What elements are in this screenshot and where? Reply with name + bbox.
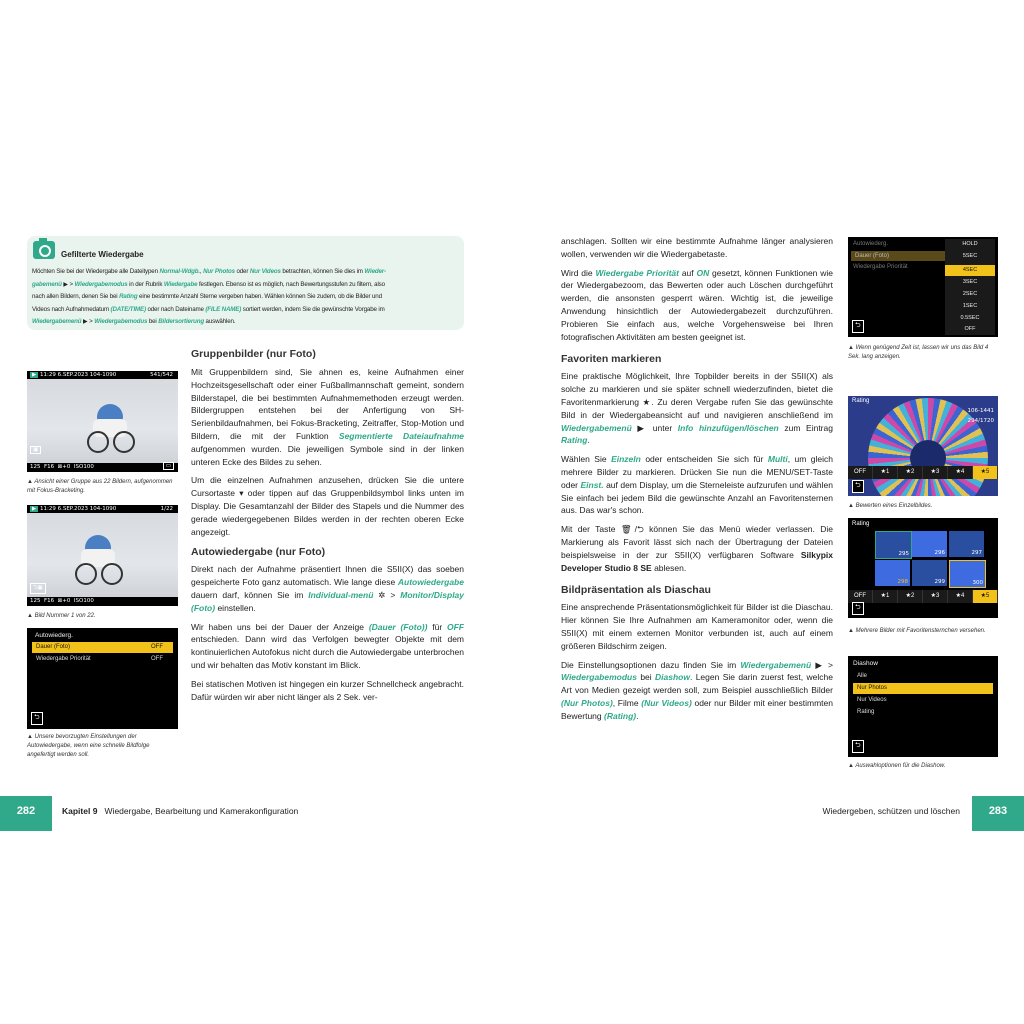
screenshot-single-image: ▶ 11:29 6.SEP.2023 104-1090 1/22 ⮌▣ 125 F16 ⊠+0 ISO100	[27, 505, 178, 606]
screenshot-rating-single: Rating 106-1441 294/1720 OFF ★1 ★2 ★3 ★4 ★5 ⮌	[848, 396, 998, 496]
heading-diaschau: Bildpräsentation als Diaschau	[561, 584, 711, 597]
page-number-left: 282	[0, 796, 52, 831]
caption-2: ▲ Bild Nummer 1 von 22.	[27, 613, 96, 619]
rating-bar[interactable]: OFF ★1 ★2 ★3 ★4 ★5	[848, 466, 998, 479]
caption-5: ▲ Bewerten eines Einzelbildes.	[848, 503, 933, 509]
caption-4: ▲ Wenn genügend Zeit ist, lassen wir uns das Bild 4 Sek. lang anzeigen.	[848, 345, 989, 360]
tip-text: Möchten Sie bei der Wiedergabe alle Dateitypen Normal-Wdgb., Nur Photos oder Nur Videos betrachten, können Sie dies im Wieder- gabemenü ▶ > Wiedergabemodus in der Rubrik Wiedergabe festlegen. Ebenso ist es möglich, nach Bewertungsstufen zu filtern, also nach allen Bildern, denen Sie bei Rating eine bestimmte Anzahl Sterne vergeben haben. Wählen können Sie zudem, ob die Bilder und Videos nach Aufnahmedatum (DATE/TIME) oder nach Dateiname (FILE NAME) sortiert werden, indem Sie die gewünschte Vorgabe im Wiedergabemenü ▶ > Wiedergabemodus bei Bildersortierung auswählen.	[32, 268, 386, 326]
right-column: anschlagen. Sollten wir eine bestimmte Aufnahme länger analysieren wollen, verwenden wir die Wiedergabetaste. Wird die Wiedergabe Priorität auf ON gesetzt, können Funktionen wie der Wiedergabezoom, das Bewerten oder auch Löschen durchgeführt werden, die ansonsten gesperrt wären. Wichtig ist, die jeweilige Anwendung hinsichtlich der Autowiedergabezeit durchzuführen. Probieren Sie einfach aus, welche Vorgehensweise bei Ihren fotografischen Aktivitäten am besten geeignet ist. Favoriten markieren Eine praktische Möglichkeit, Ihre Topbilder bereits in der S5II(X) als solche zu markieren und sie später schnell wiederzufinden, bietet die Favoritenmarkierung ★. Zu deren Vergabe rufen Sie das gewünschte Bild in der Wiedergabeansicht auf und navigieren anschließend im Wiedergabemenü ▶ unter Info hinzufügen/löschen zum Eintrag Rating. Wählen Sie Einzeln oder entscheiden Sie sich für Multi, um gleich mehrere Bilder zu markieren. Drücken Sie nun die MENU/SET-Taste oder Einst. auf dem Display, um die Sterneleiste aufzurufen und wählen Sie einfach bei jedem Bild die gewünschte Anzahl an Favoritensternen aus. Das war's schon. Mit der Taste 🗑/⮌ können Sie das Menü wieder verlassen. Die Markierung als Favorit lässt sich nach der Übertragung der Dateien beispielsweise in der zur S5II(X) verfügbaren Software Silkypix Developer Studio 8 SE ablesen. Bildpräsentation als Diaschau Eine ansprechende Präsentationsmöglichkeit für Bilder ist die Diaschau. Hier können Sie Ihre Aufnahmen am Kameramonitor oder, wenn die S5II(X) mit einem externen Monitor verbunden ist, auch auf einem größeren Bildschirm zeigen. Die Einstellungsoptionen dazu finden Sie im Wiedergabemenü ▶ > Wiedergabemodus bei Diashow. Legen Sie darin zuerst fest, welche Art von Medien gezeigt werden soll, zum Beispiel ausschließlich Bilder (Nur Photos), Filme (Nur Videos) oder nur Bilder mit einer bestimmten Bewertung (Rating).	[561, 236, 834, 721]
screenshot-diashow-menu: Diashow Alle Nur Photos Nur Videos Rating ⮌	[848, 656, 998, 757]
section-title-right: Wiedergeben, schützen und löschen	[822, 806, 960, 816]
photo-figure	[27, 379, 178, 463]
screenshot-autoreview-menu: Autowiederg. Dauer (Foto) OFF Wiedergabe Priorität OFF ⮌	[27, 628, 178, 729]
heading-favoriten: Favoriten markieren	[561, 353, 662, 366]
screenshot-group-view: ▶ 11:29 6.SEP.2023 104-1090 541/542 22 Bilder ▣ 125 F16 ⊠+0 ISO100 ▭	[27, 371, 178, 472]
tip-title: Gefilterte Wiedergabe	[61, 250, 144, 259]
screenshot-duration-menu: Autowiederg. Dauer (Foto) Wiedergabe Priorität HOLD 5SEC 4SEC 3SEC 2SEC 1SEC 0.5SEC OFF ⮌	[848, 237, 998, 337]
screenshot-rating-multi: Rating 295 296 297 298 299 300 OFF ★1 ★2 ★3 ★4 ★5 ⮌	[848, 518, 998, 618]
back-icon: ⮌	[852, 740, 864, 753]
caption-3: ▲ Unsere bevorzugten Einstellungen der Autowiedergabe, wenn eine schnelle Bildfolge angefertigt werden soll.	[27, 734, 150, 758]
back-icon: ⮌	[852, 320, 864, 333]
chapter-label: Kapitel 9 Wiedergabe, Bearbeitung und Kamerakonfiguration	[62, 806, 299, 816]
exif-bar: 125 F16 ⊠+0 ISO100	[30, 464, 94, 470]
back-icon: ⮌	[852, 602, 864, 615]
back-icon: ⮌	[852, 480, 864, 493]
group-icon: ▣	[30, 446, 41, 454]
group-return-icon: ⮌▣	[30, 583, 46, 594]
caption-7: ▲ Auswahloptionen für die Diashow.	[848, 763, 946, 769]
heading-gruppenbilder: Gruppenbilder (nur Foto)	[191, 348, 316, 360]
left-column: Gruppenbilder (nur Foto) Mit Gruppenbildern sind, Sie ahnen es, keine Aufnahmen einer Hochzeitsgesellschaft oder einer Fußballmannschaft gemeint, sondern Bilderstapel, die bei bestimmten Aufnahmemethoden erzeugt werden. Bildergruppen entstehen bei der Anfertigung von SH-Serienbildaufnahmen, bei Fokus-Bracketing, Zeitraffer, Stop-Motion und Bildern, die mit der Funktion Segmentierte Dateiaufnahme aufgenommen wurden. Die jeweiligen Symbole sind in der linken unteren Ecke des Bildes zu sehen. Um die einzelnen Aufnahmen anzusehen, drücken Sie die untere Cursortaste ▾ oder tippen auf das Gruppenbildsymbol links unten im Display. Die Gesamtanzahl der Bilder des Stapels und die Nummer des gerade wiedergegebenen Bildes werden in der rechten oberen Ecke angezeigt. Autowiedergabe (nur Foto) Direkt nach der Aufnahme präsentiert Ihnen die S5II(X) das soeben gespeicherte Foto ganz automatisch. Wie lange diese Autowiedergabe dauern darf, können Sie im Individual-menü ✲ > Monitor/Display (Foto) einstellen. Wir haben uns bei der Dauer der Anzeige (Dauer (Foto)) für OFF entschieden. Dann wird das Verfolgen bewegter Objekte mit dem kontinuierlichen Autofokus nicht durch die Autowiedergabe unterbrochen und wir behalten das Motiv konstant im Blick. Bei statischen Motiven ist hingegen ein kurzer Schnellcheck angebracht. Dafür würden wir aber nicht länger als 2 Sek. ver-	[191, 348, 465, 702]
rating-bar[interactable]: OFF ★1 ★2 ★3 ★4 ★5	[848, 590, 998, 603]
page-number-right: 283	[972, 796, 1024, 831]
back-icon: ⮌	[31, 712, 43, 725]
camera-icon	[33, 241, 55, 259]
duration-options: HOLD 5SEC 4SEC 3SEC 2SEC 1SEC 0.5SEC OFF	[945, 239, 995, 335]
caption-1: ▲ Ansicht einer Gruppe aus 22 Bildern, aufgenommen mit Fokus-Bracketing.	[27, 479, 173, 494]
caption-6: ▲ Mehrere Bilder mit Favoritensternchen versehen.	[848, 628, 986, 634]
heading-autowiedergabe: Autowiedergabe (nur Foto)	[191, 546, 326, 559]
